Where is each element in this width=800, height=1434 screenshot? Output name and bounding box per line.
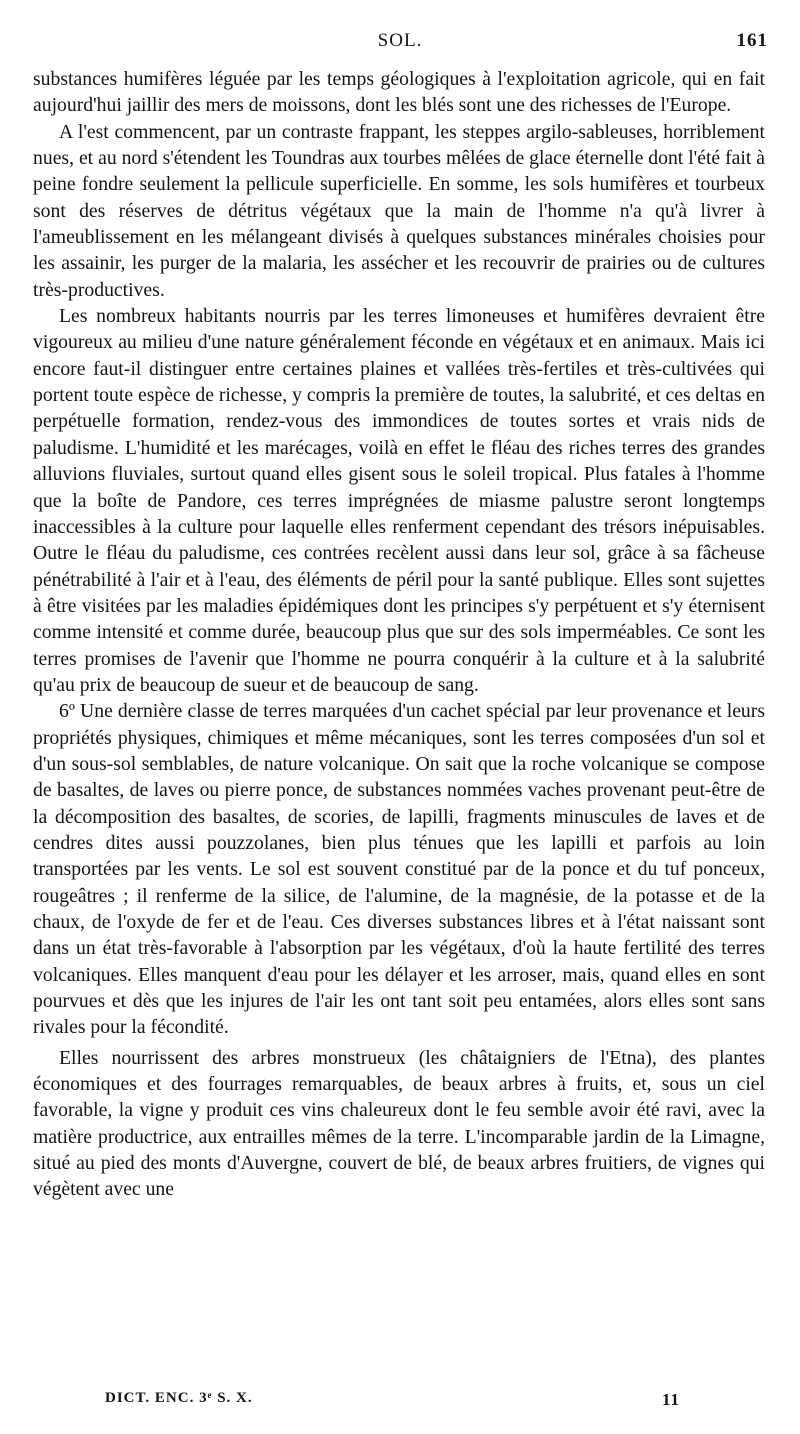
body-text	[33, 66, 765, 1203]
running-title: SOL.	[377, 30, 423, 51]
page-header	[32, 28, 768, 58]
signature-number: 11	[662, 1390, 681, 1409]
printer-signature: DICT. ENC. 3ᵉ S. X.	[105, 1390, 253, 1406]
paragraph-limagne: Elles nourrissent des arbres monstrueux (les châtaigniers de l'Etna), des plantes économiques et des fourrages remarquables, de beaux arbres à fruits, et, sous un ciel favorable, la vigne y produit ces vins chaleureux dont le feu semble avoir été ravi, avec la matière productrice, aux entrailles mêmes de la terre. L'incomparable jardin de la Limagne, situé au pied des monts d'Auvergne, couvert de blé, de beaux arbres fruitiers, de vignes qui végètent avec une	[33, 1046, 765, 1201]
paragraph-continuation: substances humifères léguée par les temps géologiques à l'exploitation agricole, qui en fait aujourd'hui jaillir des mers de moissons, dont les blés sont une des richesses de l'Europe.	[33, 68, 765, 117]
page-number: 161	[736, 30, 768, 51]
paragraph-steppes: A l'est commencent, par un contraste frappant, les steppes argilo-sableuses, horriblement nues, et au nord s'étendent les Toundras aux tourbes mêlées de glace éternelle dont l'été fait à peine fondre seulement la pellicule superficielle. En somme, les sols humifères et tourbeux sont des réserves de détritus végétaux que la main de l'homme n'a qu'à livrer à l'ameublissement en les mélangeant divisés à quelques substances minérales choisies pour les assainir, les purger de la malaria, les assécher et les recouvrir de prairies ou de cultures très-productives.	[33, 120, 765, 301]
paragraph-limoneuses: Les nombreux habitants nourris par les terres limoneuses et humifères devraient être vigoureux au milieu d'une nature généralement féconde en végétaux et en animaux. Mais ici encore faut-il distinguer entre certaines plaines et vallées très-fertiles et très-cultivées qui portent toute espèce de richesse, y compris la première de toutes, la salubrité, et ces deltas en perpétuelle formation, rendez-vous des immondices de toutes sortes et vrais nids de paludisme. L'humidité et les marécages, voilà en effet le fléau des riches terres des grandes alluvions fluviales, surtout quand elles gisent sous le soleil tropical. Plus fatales à l'homme que la boîte de Pandore, ces terres imprégnées de miasme palustre seront longtemps inaccessibles à la culture pour laquelle elles renferment cependant des trésors inépuisables. Outre le fléau du paludisme, ces contrées recèlent aussi dans leur sol, grâce à sa fâcheuse pénétrabilité à l'air et à l'eau, des éléments de péril pour la santé publique. Elles sont sujettes à être visitées par les maladies épidémiques dont les principes s'y perpétuent et s'y éternisent comme intensité et comme durée, beaucoup plus que sur des sols imperméables. Ce sont les terres promises de l'avenir que l'homme ne pourra conquérir à la culture et à la salubrité qu'au prix de beaucoup de sueur et de beaucoup de sang.	[33, 305, 765, 696]
paragraph-volcaniques: 6º Une dernière classe de terres marquées d'un cachet spécial par leur provenance et leurs propriétés physiques, chimiques et même mécaniques, sont les terres composées d'un sol et d'un sous-sol semblables, de nature volcanique. On sait que la roche volcanique se compose de basaltes, de laves ou pierre ponce, de substances nommées vaches provenant peut-être de la décomposition des basaltes, de scories, de lapilli, fragments minuscules de laves et de cendres dites aussi pouzzolanes, bien plus ténues que les lapilli et parfois au loin transportées par les vents. Le sol est souvent constitué par de la ponce et du tuf ponceux, rougeâtres ; il renferme de la silice, de l'alumine, de la magnésie, de la potasse et de la chaux, de l'oxyde de fer et de l'eau. Ces diverses substances libres et à l'état naissant sont dans un état très-favorable à l'absorption par les végétaux, d'où la haute fertilité des terres volcaniques. Elles manquent d'eau pour les délayer et les arroser, mais, quand elles en sont pourvues et dès que les injures de l'air les ont tant soit peu entamées, alors elles sont sans rivales pour la fécondité.	[33, 700, 765, 1039]
page-footer	[105, 1390, 705, 1416]
